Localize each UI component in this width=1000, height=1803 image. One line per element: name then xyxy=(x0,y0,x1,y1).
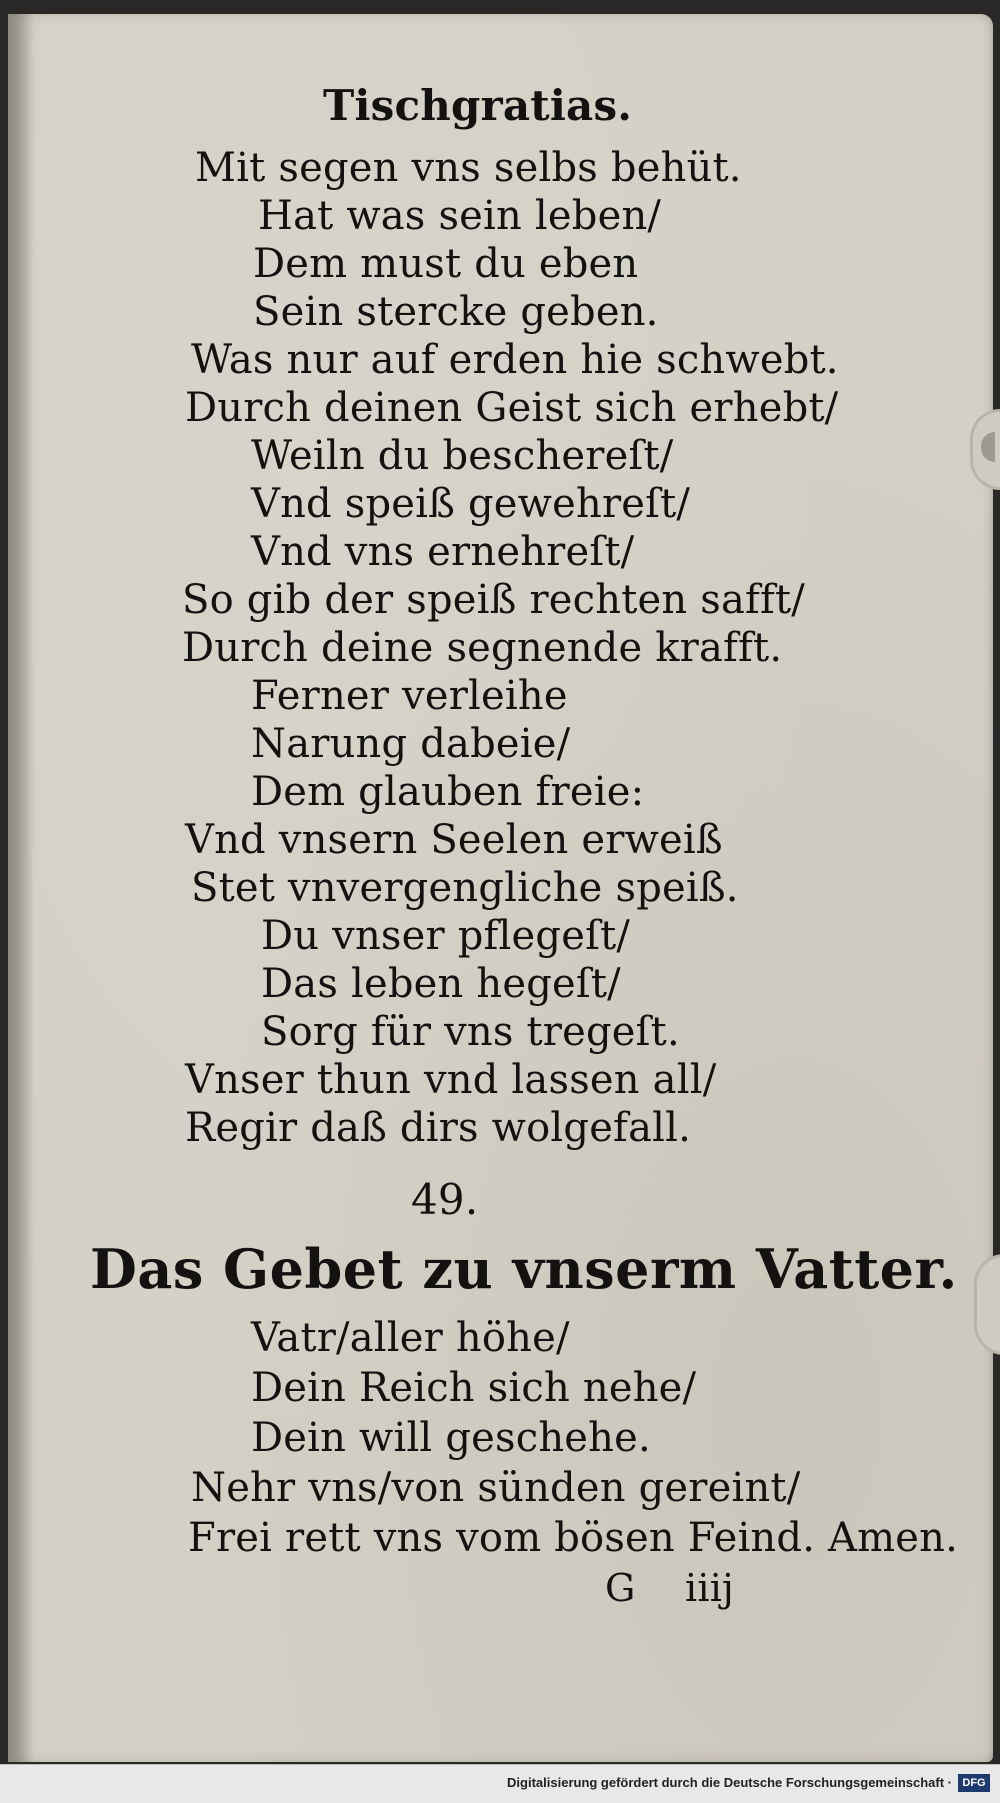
hymn-number: 49. xyxy=(411,1175,479,1224)
funding-credit: Digitalisierung gefördert durch die Deutsche Forschungsgemeinschaft · xyxy=(507,1775,952,1790)
prayer-line: Vatr/aller höhe/ xyxy=(251,1315,570,1361)
verse-line: Was nur auf erden hie schwebt. xyxy=(191,337,839,383)
prayer-line: Nehr vns/von sünden gereint/ xyxy=(191,1465,801,1511)
verse-line: Dem glauben freie: xyxy=(251,769,645,815)
verse-line: Dem must du eben xyxy=(253,241,639,287)
thumb-tab-upper xyxy=(970,409,1000,490)
verse-line: Weiln du beschereſt/ xyxy=(251,433,674,479)
verse-line: Vnser thun vnd lassen all/ xyxy=(185,1057,717,1103)
signature-numeral: iiij xyxy=(685,1566,735,1610)
footer-bar xyxy=(0,1764,1000,1803)
book-page xyxy=(8,14,993,1762)
running-head: Tischgratias. xyxy=(323,81,633,130)
verse-line: Sein stercke geben. xyxy=(253,289,659,335)
verse-line: Sorg für vns tregeſt. xyxy=(261,1009,680,1055)
verse-line: So gib der speiß rechten safft/ xyxy=(182,577,805,623)
verse-line: Vnd vnsern Seelen erweiß xyxy=(185,817,723,863)
prayer-line: Frei rett vns vom bösen Feind. Amen. xyxy=(188,1515,958,1561)
page-spine-shadow xyxy=(8,14,34,1762)
signature-mark: G xyxy=(605,1566,636,1610)
verse-line: Stet vnvergengliche speiß. xyxy=(191,865,739,911)
prayer-line: Dein Reich sich nehe/ xyxy=(251,1365,697,1411)
verse-line: Vnd speiß gewehreſt/ xyxy=(251,481,691,527)
verse-line: Du vnser pflegeſt/ xyxy=(261,913,631,959)
hymn-title: Das Gebet zu vnserm Vatter. xyxy=(90,1237,958,1301)
prayer-line: Dein will geschehe. xyxy=(251,1415,651,1461)
verse-line: Hat was sein leben/ xyxy=(258,193,662,239)
verse-line: Vnd vns ernehreſt/ xyxy=(251,529,635,575)
dfg-logo-icon: DFG xyxy=(958,1774,990,1792)
verse-line: Narung dabeie/ xyxy=(251,721,571,767)
verse-line: Ferner verleihe xyxy=(251,673,568,719)
verse-line: Das leben hegeſt/ xyxy=(261,961,621,1007)
verse-line: Mit segen vns selbs behüt. xyxy=(195,145,742,191)
verse-line: Durch deine segnende krafft. xyxy=(182,625,783,671)
verse-line: Regir daß dirs wolgefall. xyxy=(185,1105,692,1151)
thumb-tab-lower xyxy=(974,1254,1000,1355)
verse-line: Durch deinen Geist sich erhebt/ xyxy=(185,385,839,431)
